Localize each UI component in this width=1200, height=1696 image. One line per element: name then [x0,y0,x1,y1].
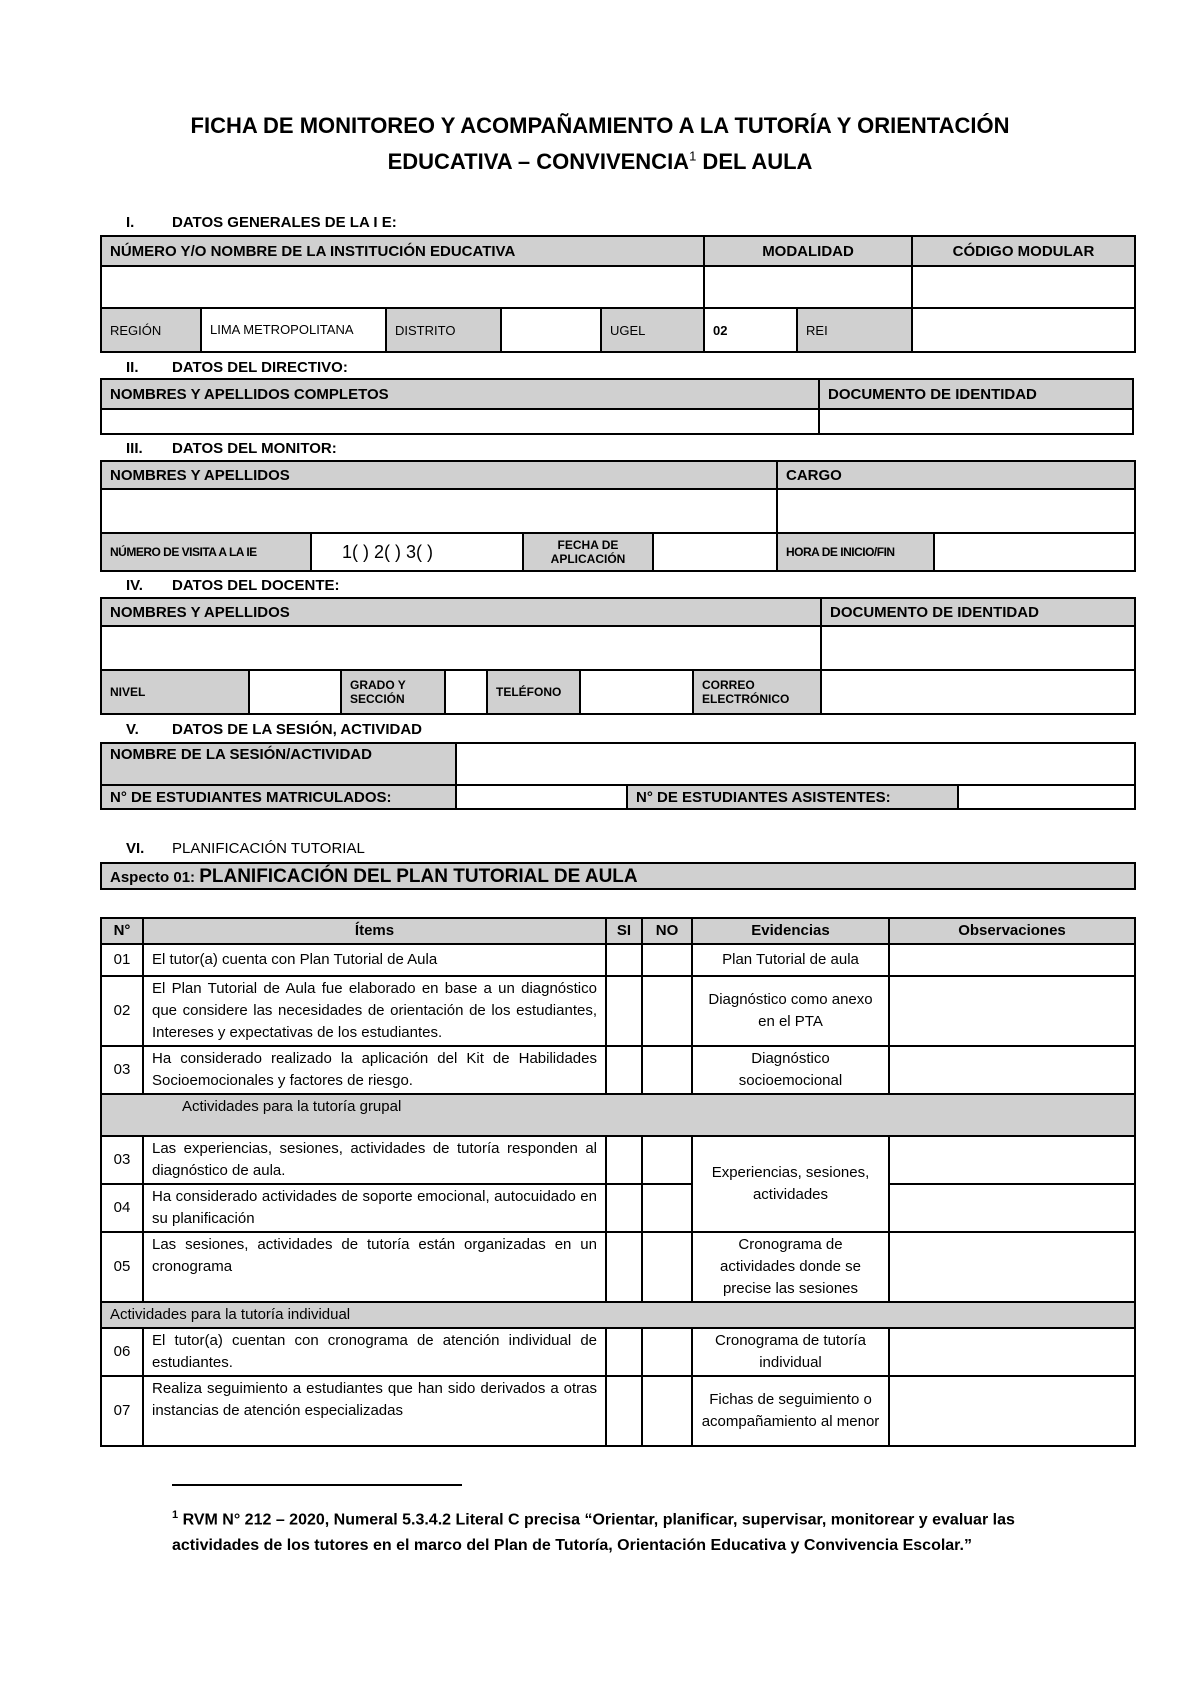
row-item: Las sesiones, actividades de tutoría están organizadas en un cronograma [143,1232,606,1302]
director-document-header: DOCUMENTO DE IDENTIDAD [819,379,1133,409]
enrolled-students-label: N° DE ESTUDIANTES MATRICULADOS: [101,785,456,809]
section-5-number: V. [126,721,139,738]
row-evidence: Cronograma de actividades donde se precise las sesiones [692,1232,889,1302]
footnote-text: RVM N° 212 – 2020, Numeral 5.3.4.2 Literal C precisa “Orientar, planificar, supervisar, monitorear y evaluar las actividades de los tutores en el marco del Plan de Tutoría, Orientación Educativa y Convivencia Escolar.” [172,1511,1015,1555]
observations-field[interactable] [889,976,1135,1046]
application-date-label: FECHA DE APLICACIÓN [523,533,653,571]
observations-field[interactable] [889,1376,1135,1446]
teacher-document-header: DOCUMENTO DE IDENTIDAD [821,598,1135,626]
attending-students-field[interactable] [958,785,1135,809]
start-end-time-field[interactable] [934,533,1135,571]
director-names-field[interactable] [101,409,819,434]
aspect-title: PLANIFICACIÓN DEL PLAN TUTORIAL DE AULA [199,866,638,887]
section-6-title: PLANIFICACIÓN TUTORIAL [172,840,365,857]
col-si-header: SI [606,918,642,944]
ie-name-field[interactable] [101,266,704,308]
no-checkbox[interactable] [642,1376,692,1446]
row-number: 06 [101,1328,143,1376]
no-checkbox[interactable] [642,976,692,1046]
no-checkbox[interactable] [642,1136,692,1184]
telefono-field[interactable] [580,670,693,714]
teacher-table [100,597,1136,715]
general-data-table [100,235,1136,353]
section-4-heading [126,577,340,595]
session-table [100,742,1136,810]
si-checkbox[interactable] [606,1184,642,1232]
row-number: 03 [101,1136,143,1184]
section-1-number: I. [126,214,135,231]
row-item: Ha considerado realizado la aplicación del Kit de Habilidades Socioemocionales y factores de riesgo. [143,1046,606,1094]
section-2-heading [126,359,348,377]
section-2-title: DATOS DEL DIRECTIVO: [172,359,348,376]
section-5-title: DATOS DE LA SESIÓN, ACTIVIDAD [172,721,423,738]
planning-checklist-table [100,917,1136,1447]
region-label: REGIÓN [101,308,201,352]
si-checkbox[interactable] [606,944,642,976]
table-row [101,1184,1135,1232]
row-number: 05 [101,1232,143,1302]
table-row [101,1136,1135,1184]
aspect-prefix: Aspecto 01: [110,869,200,886]
grado-seccion-field[interactable] [445,670,487,714]
footnote-ref[interactable]: 1 [689,148,697,164]
director-document-field[interactable] [819,409,1133,434]
title-line-2 [100,144,1100,180]
no-checkbox[interactable] [642,1046,692,1094]
session-name-field[interactable] [456,743,1135,785]
si-checkbox[interactable] [606,1376,642,1446]
correo-label: CORREO ELECTRÓNICO [693,670,821,714]
observations-field[interactable] [889,944,1135,976]
nivel-label: NIVEL [101,670,249,714]
row-evidence: Experiencias, sesiones, actividades [692,1136,889,1232]
monitor-names-header: NOMBRES Y APELLIDOS [101,461,777,489]
table-row [101,1328,1135,1376]
distrito-label: DISTRITO [386,308,501,352]
teacher-names-header: NOMBRES Y APELLIDOS [101,598,821,626]
title-line-2-end: DEL AULA [696,149,813,174]
si-checkbox[interactable] [606,976,642,1046]
individual-tutoring-label: Actividades para la tutoría individual [101,1302,1135,1328]
group-tutoring-band [101,1094,1135,1136]
observations-field[interactable] [889,1328,1135,1376]
enrolled-students-field[interactable] [456,785,627,809]
table-row [101,944,1135,976]
observations-field[interactable] [889,1184,1135,1232]
ie-name-header: NÚMERO Y/O NOMBRE DE LA INSTITUCIÓN EDUCATIVA [101,236,704,266]
section-4-title: DATOS DEL DOCENTE: [172,577,340,594]
start-end-time-label: HORA DE INICIO/FIN [777,533,934,571]
row-number: 03 [101,1046,143,1094]
ugel-label: UGEL [601,308,704,352]
section-3-title: DATOS DEL MONITOR: [172,440,337,457]
section-3-heading [126,440,337,458]
col-no-header: NO [642,918,692,944]
row-evidence: Plan Tutorial de aula [692,944,889,976]
distrito-field[interactable] [501,308,601,352]
col-items-header: Ítems [143,918,606,944]
individual-tutoring-band [101,1302,1135,1328]
no-checkbox[interactable] [642,1184,692,1232]
section-3-number: III. [126,440,143,457]
no-checkbox[interactable] [642,944,692,976]
table-row [101,1232,1135,1302]
section-6-number: VI. [126,840,145,857]
monitor-cargo-field[interactable] [777,489,1135,533]
telefono-label: TELÉFONO [487,670,580,714]
si-checkbox[interactable] [606,1232,642,1302]
col-num-header: N° [101,918,143,944]
observations-field[interactable] [889,1136,1135,1184]
codigo-modular-field[interactable] [912,266,1135,308]
section-1-heading [126,214,397,232]
row-number: 01 [101,944,143,976]
rei-field[interactable] [912,308,1135,352]
ugel-value[interactable]: 02 [704,308,797,352]
col-observaciones-header: Observaciones [889,918,1135,944]
row-item: Ha considerado actividades de soporte emocional, autocuidado en su planificación [143,1184,606,1232]
section-1-title: DATOS GENERALES DE LA I E: [172,214,397,231]
row-item: Las experiencias, sesiones, actividades de tutoría responden al diagnóstico de aula. [143,1136,606,1184]
row-number: 02 [101,976,143,1046]
observations-field[interactable] [889,1232,1135,1302]
table-row [101,976,1135,1046]
row-evidence: Fichas de seguimiento o acompañamiento al menor [692,1376,889,1446]
grado-seccion-label: GRADO Y SECCIÓN [341,670,445,714]
correo-field[interactable] [821,670,1135,714]
visit-number-options[interactable]: 1( ) 2( ) 3( ) [311,533,523,571]
section-6-heading [126,840,365,858]
si-checkbox[interactable] [606,1046,642,1094]
teacher-document-field[interactable] [821,626,1135,670]
si-checkbox[interactable] [606,1136,642,1184]
nivel-field[interactable] [249,670,341,714]
title-line-2-text: EDUCATIVA – CONVIVENCIA [387,149,690,174]
row-item: El tutor(a) cuentan con cronograma de atención individual de estudiantes. [143,1328,606,1376]
row-number: 07 [101,1376,143,1446]
no-checkbox[interactable] [642,1232,692,1302]
section-2-number: II. [126,359,139,376]
group-tutoring-label: Actividades para la tutoría grupal [101,1094,1135,1136]
table-row [101,1376,1135,1446]
monitor-cargo-header: CARGO [777,461,1135,489]
row-item: Realiza seguimiento a estudiantes que han sido derivados a otras instancias de atención especializadas [143,1376,606,1446]
modalidad-header: MODALIDAD [704,236,912,266]
footnote [172,1502,1072,1559]
region-value[interactable]: LIMA METROPOLITANA [201,308,386,352]
application-date-field[interactable] [653,533,777,571]
si-checkbox[interactable] [606,1328,642,1376]
table-row [101,1046,1135,1094]
modalidad-field[interactable] [704,266,912,308]
page-title [100,108,1100,180]
visit-number-label: NÚMERO DE VISITA A LA IE [101,533,311,571]
col-evidencias-header: Evidencias [692,918,889,944]
codigo-modular-header: CÓDIGO MODULAR [912,236,1135,266]
row-item: El Plan Tutorial de Aula fue elaborado en base a un diagnóstico que considere las necesidades de orientación de los estudiantes, Intereses y expectativas de los estudiantes. [143,976,606,1046]
rei-label: REI [797,308,912,352]
section-5-heading [126,721,422,739]
row-evidence: Diagnóstico socioemocional [692,1046,889,1094]
footnote-separator [172,1484,462,1486]
no-checkbox[interactable] [642,1328,692,1376]
row-item: El tutor(a) cuenta con Plan Tutorial de Aula [143,944,606,976]
director-table [100,378,1134,435]
observations-field[interactable] [889,1046,1135,1094]
row-evidence: Cronograma de tutoría individual [692,1328,889,1376]
row-evidence: Diagnóstico como anexo en el PTA [692,976,889,1046]
session-name-label: NOMBRE DE LA SESIÓN/ACTIVIDAD [101,743,456,785]
monitor-table [100,460,1136,572]
section-4-number: IV. [126,577,143,594]
monitor-names-field[interactable] [101,489,777,533]
director-names-header: NOMBRES Y APELLIDOS COMPLETOS [101,379,819,409]
row-number: 04 [101,1184,143,1232]
teacher-names-field[interactable] [101,626,821,670]
attending-students-label: N° DE ESTUDIANTES ASISTENTES: [627,785,958,809]
title-line-1: FICHA DE MONITOREO Y ACOMPAÑAMIENTO A LA TUTORÍA Y ORIENTACIÓN [190,113,1010,138]
footnote-number: 1 [172,1509,179,1521]
aspect-header [100,862,1136,890]
